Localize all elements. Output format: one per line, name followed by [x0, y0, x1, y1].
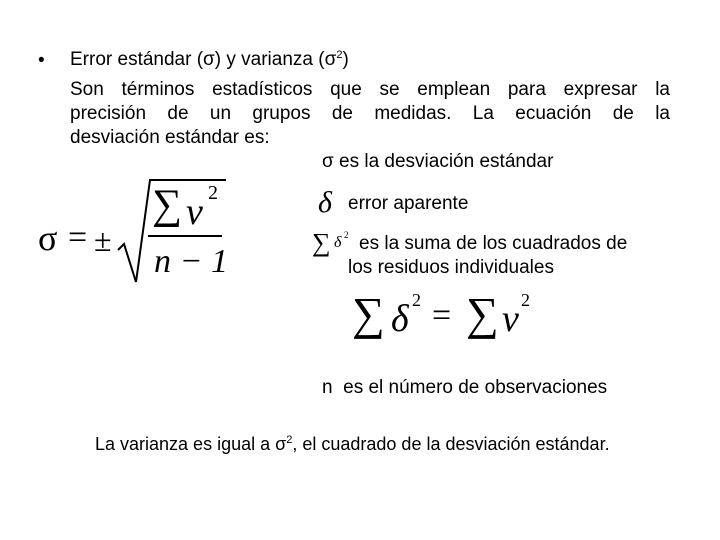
- paragraph-line-1: Son términos estadísticos que se emplean para expresar la: [70, 79, 670, 100]
- sum-delta-definition-line-1: es la suma de los cuadrados de: [359, 233, 628, 254]
- sum-delta-delta: δ: [334, 234, 342, 251]
- formula-exponent: 2: [208, 182, 218, 204]
- identity-nu: ν: [502, 298, 519, 340]
- heading-text: Error estándar (σ) y varianza (σ: [70, 49, 337, 70]
- variance-note-rest: , el cuadrado de la desviación estándar.: [292, 434, 610, 454]
- delta-definition: error aparente: [348, 193, 469, 214]
- identity-delta: δ: [391, 298, 409, 340]
- bullet-point: •: [38, 50, 45, 71]
- identity-equals: =: [432, 297, 452, 334]
- identity-sum-left: ∑: [352, 288, 385, 339]
- formula-plus-minus: ±: [94, 222, 112, 258]
- sum-delta-exponent: 2: [344, 230, 349, 240]
- formula-sigma: σ: [38, 218, 58, 258]
- variance-note-superscript: 2: [286, 434, 293, 446]
- heading-close: ): [342, 49, 349, 70]
- n-definition: n es el número de observaciones: [322, 377, 608, 398]
- identity-sum-right: ∑: [466, 288, 499, 339]
- variance-note-text: La varianza es igual a σ: [95, 434, 287, 454]
- variance-note: [95, 432, 610, 456]
- formula-equals: =: [68, 219, 88, 256]
- identity-exponent-right: 2: [521, 290, 530, 310]
- paragraph-line-3: desviación estándar es:: [70, 127, 270, 148]
- formula-sum-symbol: ∑: [152, 182, 182, 228]
- identity-exponent-left: 2: [412, 290, 421, 310]
- delta-symbol: δ: [318, 186, 332, 219]
- sum-delta-definition-line-2: los residuos individuales: [348, 257, 554, 278]
- formula-nu: ν: [186, 191, 203, 233]
- sigma-definition: σ es la desviación estándar: [322, 151, 554, 172]
- formula-denominator: n − 1: [154, 243, 228, 280]
- heading-superscript: 2: [336, 49, 343, 61]
- sum-delta-sum-symbol: ∑: [312, 228, 331, 257]
- paragraph-line-2: precisión de un grupos de medidas. La ecuación de la: [70, 103, 670, 124]
